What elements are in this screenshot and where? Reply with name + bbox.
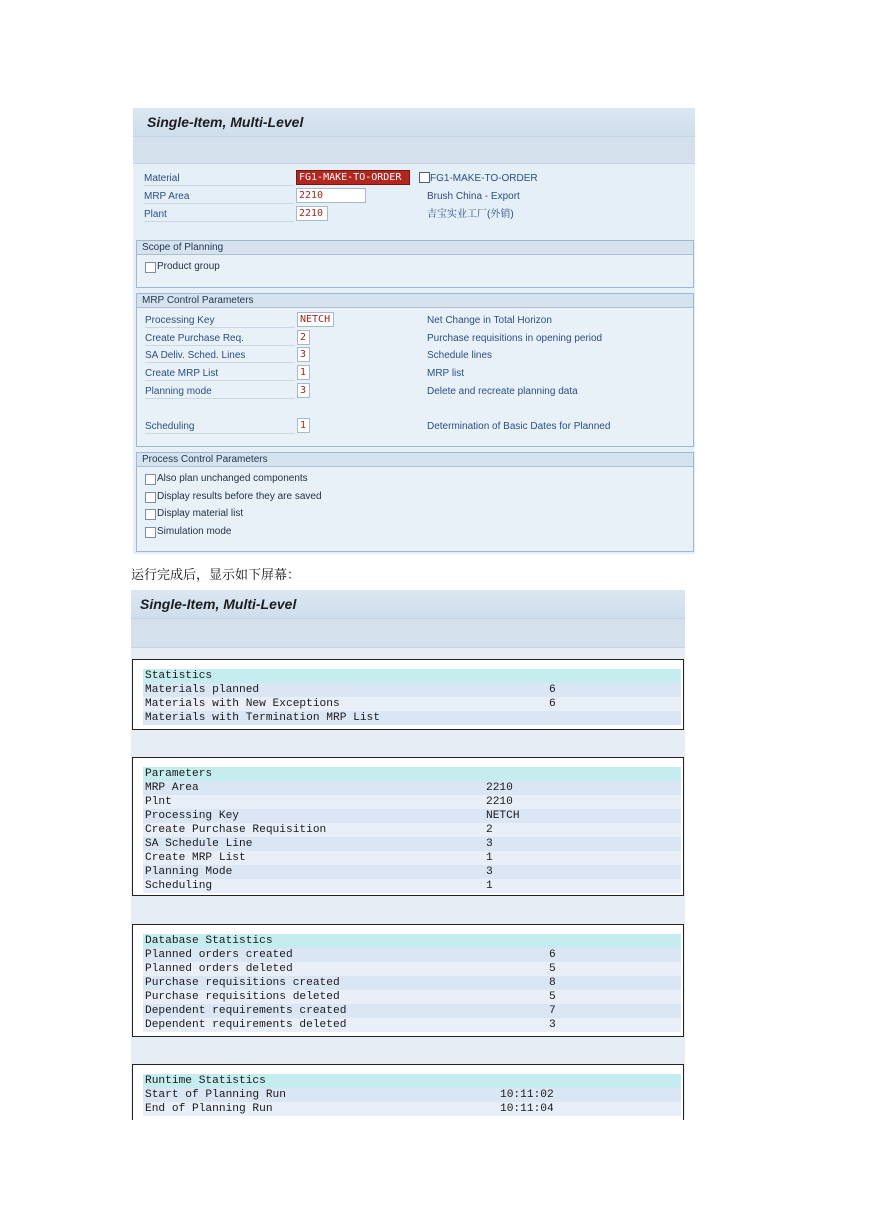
row-value: 3: [486, 838, 493, 850]
table-row: [143, 823, 681, 837]
scope-of-planning-group: [136, 240, 694, 288]
group-header: [137, 453, 693, 467]
display-material-list-label: Display material list: [157, 508, 244, 519]
row-label: Planned orders deleted: [145, 963, 293, 975]
display-results-checkbox[interactable]: [145, 492, 156, 503]
table-row: [143, 1088, 681, 1102]
label-underline: [145, 345, 295, 346]
row-value: 2210: [486, 782, 513, 794]
screen-title: Single-Item, Multi-Level: [140, 596, 297, 612]
material-description: FG1-MAKE-TO-ORDER: [430, 173, 538, 184]
create-purchase-req-description: Purchase requisitions in opening period: [427, 333, 603, 344]
caption-text: 运行完成后，显示如下屏幕：: [131, 568, 301, 583]
row-label: Dependent requirements created: [145, 1005, 347, 1017]
row-label: Purchase requisitions deleted: [145, 991, 340, 1003]
table-row: [143, 865, 681, 879]
table-row: [143, 851, 681, 865]
material-input[interactable]: FG1-MAKE-TO-ORDER: [296, 170, 410, 185]
database-statistics-title: Database Statistics: [145, 935, 273, 947]
plant-label-underline: [144, 221, 294, 222]
table-row: [143, 879, 681, 893]
also-plan-unchanged-checkbox[interactable]: [145, 474, 156, 485]
label-underline: [145, 380, 295, 381]
scheduling-description: Determination of Basic Dates for Planned: [427, 421, 611, 432]
row-label: Plnt: [145, 796, 172, 808]
table-row: [143, 711, 681, 725]
row-value: NETCH: [486, 810, 520, 822]
table-row: [143, 809, 681, 823]
statistics-header: [143, 669, 681, 683]
screen-title: Single-Item, Multi-Level: [147, 114, 304, 130]
create-purchase-req-input[interactable]: 2: [297, 330, 310, 345]
table-row: [143, 697, 681, 711]
table-row: [143, 1004, 681, 1018]
sa-deliv-sched-lines-description: Schedule lines: [427, 350, 493, 361]
mrp-area-label-underline: [144, 203, 294, 204]
simulation-mode-checkbox[interactable]: [145, 527, 156, 538]
material-label: Material: [144, 173, 180, 184]
row-label: Materials planned: [145, 684, 260, 696]
mrp-area-description: Brush China - Export: [427, 191, 520, 202]
row-label: MRP Area: [145, 782, 199, 794]
material-label-underline: [144, 185, 294, 186]
table-row: [143, 795, 681, 809]
table-row: [143, 837, 681, 851]
row-value: 1: [486, 852, 493, 864]
mrp-area-label: MRP Area: [144, 191, 190, 202]
runtime-statistics-title: Runtime Statistics: [145, 1075, 266, 1087]
label-underline: [145, 433, 295, 434]
row-value: 7: [549, 1005, 556, 1017]
label-underline: [145, 362, 295, 363]
processing-key-input[interactable]: NETCH: [297, 312, 334, 327]
table-row: [143, 1102, 681, 1116]
runtime-statistics-header: [143, 1074, 681, 1088]
plant-description: 吉宝实业工厂(外销): [427, 209, 514, 220]
table-row: [143, 990, 681, 1004]
row-value: 3: [549, 1019, 556, 1031]
plant-label: Plant: [144, 209, 167, 220]
parameters-box: [132, 757, 684, 896]
create-mrp-list-input[interactable]: 1: [297, 365, 310, 380]
row-label: Dependent requirements deleted: [145, 1019, 347, 1031]
statistics-box: [132, 659, 684, 730]
table-row: [143, 962, 681, 976]
row-value: 10:11:02: [500, 1089, 554, 1101]
scheduling-input[interactable]: 1: [297, 418, 310, 433]
row-value: 6: [549, 949, 556, 961]
row-value: 6: [549, 684, 556, 696]
processing-key-description: Net Change in Total Horizon: [427, 315, 552, 326]
row-label: Planning Mode: [145, 866, 233, 878]
simulation-mode-label: Simulation mode: [157, 526, 232, 537]
table-row: [143, 1018, 681, 1032]
label-underline: [145, 327, 295, 328]
process-control-parameters-group: [136, 452, 694, 552]
mrp-control-parameters-group: [136, 293, 694, 447]
group-header: [137, 294, 693, 308]
copy-icon[interactable]: [419, 172, 430, 183]
row-value: 10:11:04: [500, 1103, 554, 1115]
row-value: 2: [486, 824, 493, 836]
database-statistics-header: [143, 934, 681, 948]
screen-title-bar: [133, 108, 695, 137]
row-label: Purchase requisitions created: [145, 977, 340, 989]
row-value: 3: [486, 866, 493, 878]
group-header: [137, 241, 693, 255]
scope-of-planning-title: Scope of Planning: [142, 242, 224, 253]
row-label: Planned orders created: [145, 949, 293, 961]
scheduling-label: Scheduling: [145, 421, 195, 432]
row-value: 1: [486, 880, 493, 892]
planning-mode-input[interactable]: 3: [297, 383, 310, 398]
sa-deliv-sched-lines-input[interactable]: 3: [297, 347, 310, 362]
mrp-control-parameters-title: MRP Control Parameters: [142, 295, 254, 306]
product-group-checkbox[interactable]: [145, 262, 156, 273]
statistics-title: Statistics: [145, 670, 213, 682]
table-row: [143, 948, 681, 962]
parameters-title: Parameters: [145, 768, 213, 780]
row-label: End of Planning Run: [145, 1103, 273, 1115]
row-label: Scheduling: [145, 880, 213, 892]
processing-key-label: Processing Key: [145, 315, 215, 326]
application-toolbar: [133, 137, 695, 164]
also-plan-unchanged-label: Also plan unchanged components: [157, 473, 308, 484]
table-row: [143, 683, 681, 697]
table-row: [143, 781, 681, 795]
row-label: Materials with New Exceptions: [145, 698, 340, 710]
row-label: Create MRP List: [145, 852, 246, 864]
screen-title-bar: [131, 590, 685, 619]
display-results-label: Display results before they are saved: [157, 491, 322, 502]
product-group-label: Product group: [157, 261, 220, 272]
row-label: Start of Planning Run: [145, 1089, 286, 1101]
row-value: 2210: [486, 796, 513, 808]
planning-mode-label: Planning mode: [145, 386, 212, 397]
create-purchase-req-label: Create Purchase Req.: [145, 333, 244, 344]
create-mrp-list-label: Create MRP List: [145, 368, 219, 379]
mrp-selection-screen: [133, 108, 695, 554]
sa-deliv-sched-lines-label: SA Deliv. Sched. Lines: [145, 350, 246, 361]
create-mrp-list-description: MRP list: [427, 368, 465, 379]
label-underline: [145, 398, 295, 399]
mrp-results-screen: [131, 590, 685, 1120]
parameters-header: [143, 767, 681, 781]
row-value: 6: [549, 698, 556, 710]
row-value: 8: [549, 977, 556, 989]
row-value: 5: [549, 963, 556, 975]
row-value: 5: [549, 991, 556, 1003]
planning-mode-description: Delete and recreate planning data: [427, 386, 578, 397]
row-label: Materials with Termination MRP List: [145, 712, 380, 724]
display-material-list-checkbox[interactable]: [145, 509, 156, 520]
row-label: Processing Key: [145, 810, 239, 822]
mrp-area-input[interactable]: 2210: [296, 188, 366, 203]
row-label: Create Purchase Requisition: [145, 824, 327, 836]
database-statistics-box: [132, 924, 684, 1037]
runtime-statistics-box: [132, 1064, 684, 1120]
table-row: [143, 976, 681, 990]
application-toolbar: [131, 619, 685, 648]
process-control-parameters-title: Process Control Parameters: [142, 454, 268, 465]
row-label: SA Schedule Line: [145, 838, 253, 850]
plant-input[interactable]: 2210: [296, 206, 328, 221]
